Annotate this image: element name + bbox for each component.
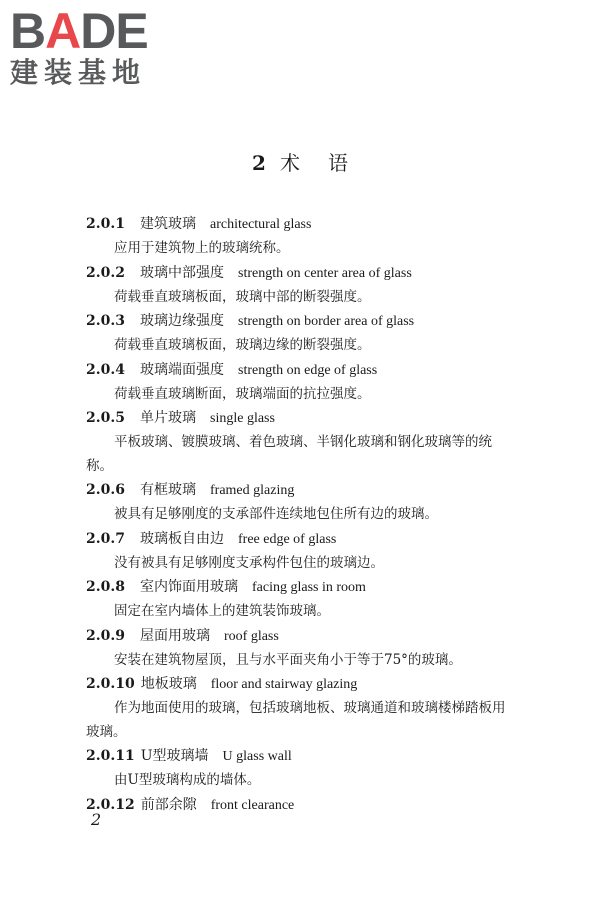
term-definition: 固定在室内墙体上的建筑装饰玻璃。 xyxy=(114,603,330,619)
term-heading xyxy=(86,478,516,503)
term-definition: 荷载垂直玻璃断面，玻璃端面的抗拉强度。 xyxy=(114,385,371,402)
term-number: 2.0.9 xyxy=(86,627,125,644)
term-definition: 安装在建筑物屋顶，且与水平面夹角小于等于75°的玻璃。 xyxy=(114,651,462,668)
term-chinese-name: 玻璃端面强度 xyxy=(140,361,224,378)
term-definition: 由U型玻璃构成的墙体。 xyxy=(114,772,261,788)
term-number: 2.0.2 xyxy=(86,264,125,281)
term-definition: 平板玻璃、镀膜玻璃、着色玻璃、半钢化玻璃和钢化玻璃等的统称。 xyxy=(86,434,492,474)
term-chinese-name: 有框玻璃 xyxy=(140,482,196,498)
term-entry xyxy=(86,212,516,261)
term-definition: 荷载垂直玻璃板面，玻璃中部的断裂强度。 xyxy=(114,288,371,305)
term-english-name: strength on edge of glass xyxy=(238,362,378,378)
term-heading xyxy=(86,212,516,237)
term-entry xyxy=(86,624,516,673)
term-chinese-name: 玻璃中部强度 xyxy=(140,264,224,281)
term-english-name: framed glazing xyxy=(210,483,295,498)
chapter-heading xyxy=(0,150,600,176)
term-chinese-name: 建筑玻璃 xyxy=(140,216,196,232)
term-definition: 被具有足够刚度的支承部件连续地包住所有边的玻璃。 xyxy=(114,506,438,522)
term-heading xyxy=(86,527,516,552)
term-number: 2.0.8 xyxy=(86,579,125,595)
term-heading xyxy=(86,744,516,769)
bade-logo xyxy=(10,3,180,96)
term-english-name: facing glass in room xyxy=(252,580,366,595)
term-heading xyxy=(86,575,516,600)
term-number: 2.0.6 xyxy=(86,482,125,498)
term-chinese-name: 室内饰面用玻璃 xyxy=(140,579,238,595)
term-heading xyxy=(86,358,516,383)
term-number: 2.0.1 xyxy=(86,216,125,232)
term-english-name: floor and stairway glazing xyxy=(210,677,358,692)
term-english-name: free edge of glass xyxy=(238,531,337,547)
logo-letter-a-accent: A xyxy=(45,3,81,59)
term-number: 2.0.11 xyxy=(86,748,135,764)
chapter-number: 2 xyxy=(252,151,266,175)
term-english-name: front clearance xyxy=(210,797,295,813)
logo-chinese-text: 建装基地 xyxy=(10,56,147,89)
logo-wordmark xyxy=(10,3,180,59)
term-heading xyxy=(86,793,516,818)
term-entry xyxy=(86,744,516,793)
term-number: 2.0.3 xyxy=(86,313,125,329)
term-heading xyxy=(86,261,516,286)
term-entry xyxy=(86,575,516,624)
term-heading xyxy=(86,624,516,649)
term-entry xyxy=(86,793,516,818)
term-number: 2.0.12 xyxy=(86,796,135,813)
term-chinese-name: 前部余隙 xyxy=(140,796,197,813)
term-entry xyxy=(86,672,516,744)
term-entry xyxy=(86,478,516,527)
term-english-name: architectural glass xyxy=(210,217,312,232)
term-chinese-name: 玻璃边缘强度 xyxy=(140,313,224,329)
term-english-name: strength on border area of glass xyxy=(238,314,415,329)
term-english-name: single glass xyxy=(210,411,275,426)
logo-letters-de: DE xyxy=(80,3,148,59)
logo-letter-b: B xyxy=(10,3,46,59)
chapter-title: 术语 xyxy=(279,151,376,175)
term-number: 2.0.7 xyxy=(86,530,125,547)
term-heading xyxy=(86,406,516,431)
term-chinese-name: U型玻璃墙 xyxy=(140,748,209,764)
term-definition: 应用于建筑物上的玻璃统称。 xyxy=(114,240,290,256)
term-entry xyxy=(86,358,516,407)
page-number: 2 xyxy=(91,810,102,829)
term-definition: 荷载垂直玻璃板面，玻璃边缘的断裂强度。 xyxy=(114,337,371,353)
term-chinese-name: 屋面用玻璃 xyxy=(140,627,210,644)
term-definition: 没有被具有足够刚度支承构件包住的玻璃边。 xyxy=(114,554,384,571)
terms-list xyxy=(86,212,516,818)
term-entry xyxy=(86,527,516,576)
term-definition: 作为地面使用的玻璃，包括玻璃地板、玻璃通道和玻璃楼梯踏板用玻璃。 xyxy=(86,700,506,740)
term-chinese-name: 单片玻璃 xyxy=(140,410,196,426)
term-english-name: strength on center area of glass xyxy=(238,265,412,281)
term-number: 2.0.5 xyxy=(86,410,125,426)
term-entry xyxy=(86,309,516,358)
term-english-name: U glass wall xyxy=(222,749,292,764)
term-heading xyxy=(86,309,516,334)
term-number: 2.0.4 xyxy=(86,361,125,378)
term-entry xyxy=(86,261,516,310)
term-heading xyxy=(86,672,516,697)
term-chinese-name: 玻璃板自由边 xyxy=(140,530,224,547)
term-number: 2.0.10 xyxy=(86,676,135,692)
term-chinese-name: 地板玻璃 xyxy=(140,676,197,692)
term-entry xyxy=(86,406,516,478)
term-english-name: roof glass xyxy=(224,628,279,644)
